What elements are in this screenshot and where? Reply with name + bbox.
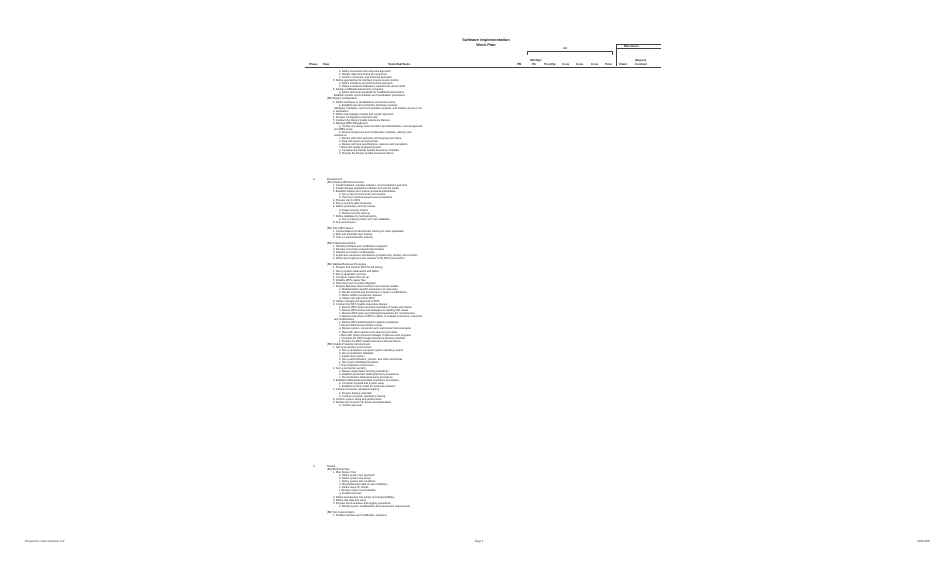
- section-number: 4.: [313, 465, 316, 468]
- task-line: a. Identify system modifications and intervention requirements: [339, 504, 411, 508]
- task-line: i. Meet with project sponsor/manager to discuss work progress: [339, 333, 411, 337]
- task-line: (B5) Design Configuration: [327, 97, 357, 101]
- task-line: c. Install menu system: [339, 354, 365, 358]
- header-group-tick-left: [527, 51, 528, 55]
- task-line: b. Review security scheme: [339, 211, 370, 215]
- header-sw-mgr: SW Mgr/: [530, 58, 542, 62]
- task-line: (B3) Code/Customization: [327, 242, 356, 246]
- task-line: (B5) Finalize Production Environment: [327, 342, 370, 346]
- document-subtitle: Work Plan: [476, 41, 496, 47]
- header-group-aa: AA: [563, 46, 568, 50]
- task-line: a. Establish test and production hardware required: [339, 103, 397, 107]
- task-line: 5. Set up security table structures: [333, 202, 372, 206]
- task-line: Testing: [327, 465, 336, 468]
- task-line: 9. Conduct the WFS Quality Assurance Review: [333, 303, 388, 307]
- task-line: 3. Develop conversion modules/jobs: [333, 251, 375, 255]
- footer-left: Prepared by: Arthur Andersen LLP: [25, 540, 65, 543]
- header-client-contract-2: Contract: [635, 62, 647, 66]
- task-line: 1. Prepare and conduct WFS for full testing: [333, 266, 383, 270]
- task-line: 7. Prepare Business Flow Functions and process models: [333, 284, 399, 288]
- task-line: f. Meet with quality engineering team: [339, 146, 382, 150]
- task-line: and modifications: [334, 318, 355, 322]
- task-line: a. Assign security criteria: [339, 208, 368, 212]
- task-line: 8. Test environment: [333, 220, 356, 224]
- task-line: 5. Initialize WFS master files: [333, 278, 366, 282]
- header-bottom-line: [305, 67, 661, 68]
- task-line: d. Deal with issues as appropriate: [339, 140, 378, 144]
- task-line: e. Define steps for results: [339, 486, 369, 490]
- task-line: 4. Implement conversion procedures (programming, testing, and controls): [333, 254, 418, 258]
- task-line: c. Confirm conversion and technical approach: [339, 76, 392, 80]
- task-line: b. Conduct computer operations training: [339, 394, 386, 398]
- header-pm: PM: [517, 62, 522, 66]
- task-line: c. Discuss WFS setup and training/prerequisites for completeness: [339, 312, 415, 316]
- task-line: 3. Define test data and setup: [333, 498, 367, 502]
- header-cons-1: Cons: [562, 62, 570, 66]
- task-line: d. Review work plans of WFS in detail, to evaluate processes, resources: [339, 315, 423, 319]
- header-tasks: Tasks/SubTasks: [388, 62, 411, 66]
- task-line: 1. Install hardware, operator software, communications and tools: [333, 184, 408, 188]
- task-line: c. Test production backup/recovery procedures: [339, 376, 393, 380]
- task-line: a. Define conversion and drive-test approach: [339, 70, 391, 73]
- task-line: a. Review organization security procedures: [339, 370, 389, 374]
- header-group-manhours: Man-Hours: [624, 44, 640, 48]
- task-line: 2. Define and develop test scripts and responsibilities: [333, 495, 395, 499]
- task-line: 5. Confirm system sizing and performance: [333, 397, 382, 401]
- task-line: a. Set up production computer system operating system: [339, 348, 404, 352]
- task-line: Establish vendor communication and coordination procedures: [334, 94, 405, 98]
- task-line: 1. Conduct/attend product/vendor training for each application: [333, 229, 404, 233]
- task-line: 1. Plan System Test: [333, 471, 356, 475]
- task-line: 4. Prepare Configuration technical plan: [333, 115, 378, 119]
- task-line: h. Meet with client sponsor and steering committee: [339, 330, 398, 334]
- task-line: 6. Manage WBS Management: [333, 121, 368, 125]
- task-line: f. Develop system test schedule: [339, 489, 376, 493]
- document-title: Software Implementation: [462, 37, 510, 42]
- header-group-line-aa: [527, 51, 612, 52]
- task-line: d. Set up administration, printers, and other peripherals: [339, 357, 403, 361]
- task-line: (B1) Build Test Plan: [327, 468, 350, 472]
- task-line: b. Review WFS issues and strategies for dealing with issues: [339, 309, 409, 313]
- header-phase: Phase: [309, 62, 318, 66]
- header-cons-3: Cons: [591, 62, 599, 66]
- task-line: b. Establish production backup/recovery procedures: [339, 373, 399, 377]
- header-proj-mgr: Proj Mgr: [544, 62, 556, 66]
- task-line: 1. Define interfaces to all databases and access policy: [333, 100, 396, 104]
- document-title-block: [462, 38, 510, 47]
- task-line: 4. Prepare site for WFS: [333, 199, 361, 203]
- task-line: 3. Establish backup and restore procedures/schedules: [333, 190, 396, 194]
- task-line: e. Set up job schedule/procedures: [339, 361, 379, 364]
- task-line: 6. Design modifications/extension programs: [333, 88, 384, 92]
- task-line: 2. Set up system parameters and tables: [333, 269, 379, 273]
- task-line: a. Confirm the design documentation and identification, internal approval: [339, 124, 423, 128]
- task-line: a. Define technical standards for modification/extensions: [339, 91, 404, 95]
- task-line: d. Identify/Develop data for test conditions: [339, 483, 388, 487]
- task-line: b. Define interface/modification requirements and controls: [339, 85, 406, 89]
- task-line: 1. Finalize interface and modification programs: [333, 513, 387, 517]
- task-line: (B1) Develop WFS Environment: [327, 181, 364, 185]
- task-line: k. Prepare the WFS Quality Assurance Review Memo: [339, 339, 401, 343]
- task-line: b. Establish service model for technical problems: [339, 385, 396, 389]
- task-line: (B6) Test Customization: [327, 510, 355, 514]
- task-line: b. Identify controls and procedures or system modifications: [339, 290, 407, 294]
- task-line: (B4) Validate Business Processes: [327, 263, 366, 267]
- task-line: b. Train test machine/support area procedures: [339, 196, 393, 200]
- task-line: experience: [334, 134, 347, 138]
- task-line: 6. Define preliminary security criteria: [333, 205, 375, 209]
- task-line: b. Review assignment level credentials, expertise, training, and: [339, 131, 412, 134]
- task-line: b. Define system test scope: [339, 477, 371, 481]
- task-line: b. Set up production database: [339, 351, 374, 355]
- task-line: 3. Establish call/maintenance/data operations procedures: [333, 379, 399, 383]
- section-number: 3.: [313, 178, 316, 181]
- task-line: a. Define interfaces and AS/Contract approach: [339, 82, 393, 86]
- task-line: 1. Develop interface and modification programs: [333, 245, 388, 249]
- header-client: Client: [619, 62, 628, 66]
- task-line: (B2) Train WFS Teams: [327, 226, 354, 230]
- task-line: a. Define system test approach: [339, 474, 375, 478]
- task-line: 2. Plan and schedule user training: [333, 232, 373, 236]
- task-line: a. Review WFS scope and documentation of issues and results: [339, 306, 412, 310]
- task-line: f. Test production environment: [339, 364, 374, 368]
- task-line: a. Set up test environments and network: [339, 193, 386, 197]
- task-line: j. Complete the WFS Quality Assurance Review Checklist: [339, 336, 406, 340]
- task-line: 2. Set up production security: [333, 367, 366, 371]
- task-line: a. Prepare training materials: [339, 391, 372, 395]
- task-line: 5. Conduct the Design Quality Assurance Review: [333, 118, 390, 122]
- task-line: c. Review with client sponsors and steering committee: [339, 137, 402, 141]
- task-line: h. Prepare the Design Quality Assurance Memo: [339, 152, 394, 156]
- task-line: 1. Set up production environment: [333, 345, 372, 349]
- header-pa: PA: [532, 62, 536, 66]
- task-line: 4. Conduct computer operations training: [333, 388, 380, 392]
- task-line: b. Identify roles and criteria for conversion: [339, 73, 388, 77]
- header-group-tick-right: [612, 51, 613, 55]
- task-line: 4. Prepare documentation and logging procedures: [333, 501, 391, 505]
- header-divider-client: [616, 44, 617, 66]
- task-line: a. Confirm approval: [339, 403, 362, 407]
- header-client-contract-1: (Report): [635, 58, 647, 62]
- task-line: g. Review system, conversion and user/product documentation: [339, 327, 412, 331]
- task-line: 8. Obtain management approval of WFS: [333, 300, 380, 303]
- task-line: c. Define system test conditions: [339, 480, 376, 484]
- task-line: 5. Define and implement sub-routines in the WFS environment: [333, 257, 405, 261]
- header-total: Total: [605, 62, 612, 66]
- task-line: 6. Review and (Launch of) results and deliverables: [333, 400, 392, 404]
- task-line: a. Model/analyze specific parameters as necessary: [339, 287, 398, 291]
- task-line: Development: [327, 178, 343, 181]
- header-cons-2: Cons: [576, 62, 584, 66]
- footer-page-number: Page 2: [475, 540, 484, 543]
- task-line: e. Review technical specifications, resource and completion: [339, 143, 408, 147]
- task-line: d. Obtain user sign-off on WFS: [339, 296, 375, 300]
- header-group-line-total: [616, 48, 661, 49]
- task-line: 2. Develop conversion programs/procedures: [333, 248, 385, 252]
- task-line: 2. Install package application software and test the install: [333, 187, 399, 191]
- task-line: e. Review WFS test/acceptance against procedures: [339, 321, 399, 325]
- task-line: g. Finalize test plan: [339, 492, 362, 496]
- task-line: and WBS scope: [334, 127, 353, 131]
- task-line: a. Set up training mode, and "test" database: [339, 217, 390, 221]
- task-line: c. Define written procedures required: [339, 293, 382, 297]
- task-line: 4. Complete master files set-up: [333, 275, 369, 279]
- task-line: 2. application: [333, 109, 349, 113]
- task-line: 3. Train on product/vendor training: [333, 235, 373, 239]
- task-line: a. Complete physical and system setup: [339, 382, 385, 386]
- task-line: 3. Set up application security: [333, 272, 367, 276]
- task-line: 3. Define technologies needed and vendor approach: [333, 112, 394, 116]
- task-line: 7. Define database for testing/practice: [333, 214, 377, 218]
- task-line: f. Review WFS documentation review: [339, 324, 383, 328]
- header-step: Step: [323, 62, 330, 66]
- task-line: g. Complete the Design Quality Assurance Checklist: [339, 149, 399, 153]
- task-line: 5. Define approaches for interface programs and controls: [333, 79, 399, 83]
- task-line: Hardware, hardware, and communication projects, and timeline set-up to run: [334, 106, 422, 110]
- task-line: 6. Document and Complete Migration: [333, 281, 376, 285]
- footer-date: 01/01/2000: [917, 540, 930, 543]
